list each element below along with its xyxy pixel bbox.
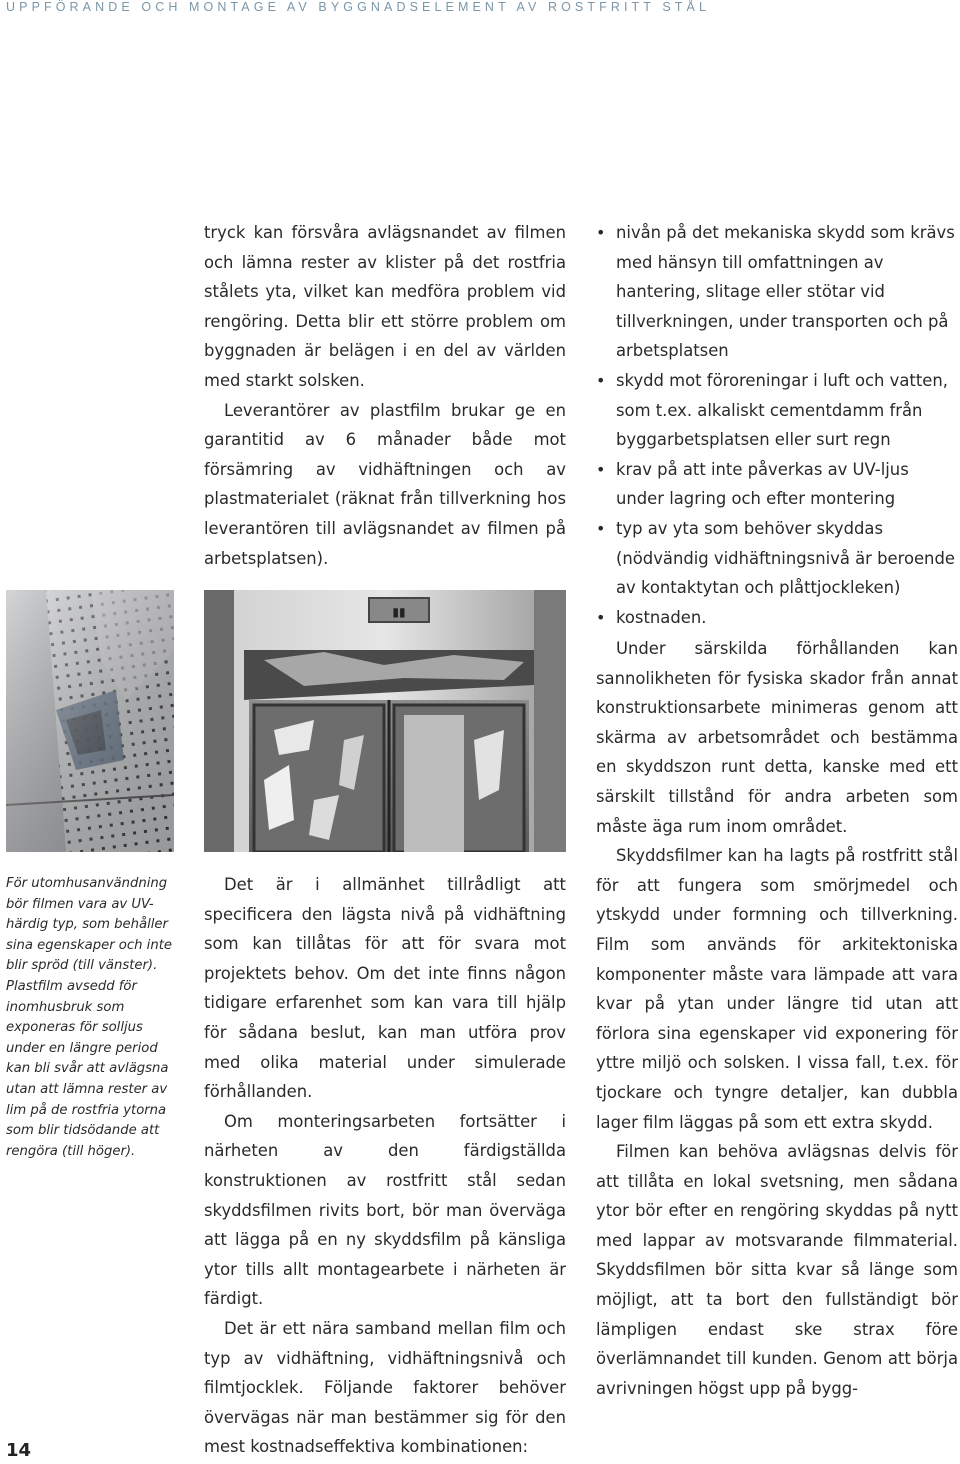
paragraph: Leverantörer av plastfilm brukar ge en garantitid av 6 månader både mot försämring av vidhäftningen och av plastmaterialet (räknat från tillverkning hos leverantören till avlägsnandet av filmen på arbetsplatsen). — [204, 400, 566, 568]
paragraph: Filmen kan behöva avlägsnas delvis för att tillåta en lokal svetsning, men sådana ytor bör efter en rengöring skyddas på nytt med lappar av motsvarande filmmaterial. Skyddsfilmen bör sitta kvar så länge som möjligt, att ta bort den fullständigt bör lämpligen endast ske strax före överlämnandet till kunden. Genom att börja avrivningen högst upp på bygg- — [596, 1142, 958, 1398]
paragraph: Under särskilda förhållanden kan sannolikheten för fysiska skador från annat konstruktionsarbete minimeras genom att skärma av arbetsområdet och bestämma en skyddszon runt detta, kanske med ett särskilt tillstånd för andra arbeten som måste äga rum inom området. — [596, 639, 958, 836]
paragraph: Om monteringsarbeten fortsätter i närheten av den färdigställda konstruktionen av rostfritt stål sedan skyddsfilmen rivits bort, bör man överväga att lägga på en ny skyddsfilm på känsliga ytor tills allt montagearbete i närheten är färdigt. — [204, 1111, 566, 1309]
bullet-icon: • — [596, 223, 606, 242]
paragraph: tryck kan försvåra avlägsnandet av filmen och lämna rester av klister på det rostfria stålets yta, vilket kan medföra problem vid rengöring. Detta blir ett större problem om byggnaden är belägen i en del av världen med starkt solsken. — [204, 223, 566, 390]
figure-caption: För utomhusanvändning bör filmen vara av UV-härdig typ, som behåller sina egenskaper och inte blir spröd (till vänster). Plastfilm avsedd för inomhusbruk som exponeras för solljus under en längre period kan bli svår att avlägsna utan att lämna rester av lim på de rostfria ytorna som blir tidsödande att rengöra (till höger). — [6, 876, 172, 1159]
factor-bullet-list — [596, 218, 958, 632]
right-column-bottom — [596, 634, 958, 1403]
bullet-icon: • — [596, 459, 606, 479]
page-number: 14 — [6, 1440, 32, 1461]
middle-column-bottom — [204, 870, 566, 1462]
bullet-icon: • — [596, 518, 606, 538]
list-item: • kostnaden. — [596, 603, 958, 633]
list-item: • nivån på det mekaniska skydd som krävs med hänsyn till omfattningen av hantering, slitage eller stötar vid tillverkningen, under transporten och på arbetsplatsen — [596, 218, 958, 366]
bullet-icon: • — [596, 370, 606, 390]
paragraph: Det är i allmänhet tillrådligt att specificera den lägsta nivå på vidhäftning som kan tillåtas för att för svara mot projektets behov. Om det inte finns någon tidigare erfarenhet som kan vara till hjälp för sådana beslut, kan man utföra prov med olika material under simulerade förhållanden. — [204, 875, 566, 1102]
photo-film-residue-elevator — [204, 590, 566, 852]
svg-text:▮▮: ▮▮ — [392, 605, 406, 619]
paragraph: Skyddsfilmer kan ha lagts på rostfritt stål för att fungera som smörjmedel och ytskydd under formning och tillverkning. Film som används för arkitektoniska komponenter måste vara lämpade att vara kvar på ytan under längre tid utan att förlora sina egenskaper vid exponering för yttre miljö och solsken. I vissa fall, t.ex. för tjockare och tyngre detaljer, kan dubbla lager film läggas på som ett extra skydd. — [596, 846, 958, 1132]
running-header: UPPFÖRANDE OCH MONTAGE AV BYGGNADSELEMENT AV ROSTFRITT STÅL — [6, 0, 711, 14]
bullet-icon: • — [596, 607, 606, 627]
middle-column-top — [204, 218, 566, 573]
list-item: • typ av yta som behöver skyddas (nödvändig vidhäftningsnivå är beroende av kontaktytan och plåttjockleken) — [596, 514, 958, 603]
photo-uv-resistant-film — [6, 590, 174, 852]
paragraph: Det är ett nära samband mellan film och typ av vidhäftning, vidhäftningsnivå och filmtjocklek. Följande faktorer behöver övervägas när man bestämmer sig för den mest kostnadseffektiva kombinationen: — [204, 1318, 566, 1457]
list-item: • krav på att inte påverkas av UV-ljus under lagring och efter montering — [596, 455, 958, 514]
list-item: • skydd mot föroreningar i luft och vatten, som t.ex. alkaliskt cementdamm från byggarbetsplatsen eller surt regn — [596, 366, 958, 455]
